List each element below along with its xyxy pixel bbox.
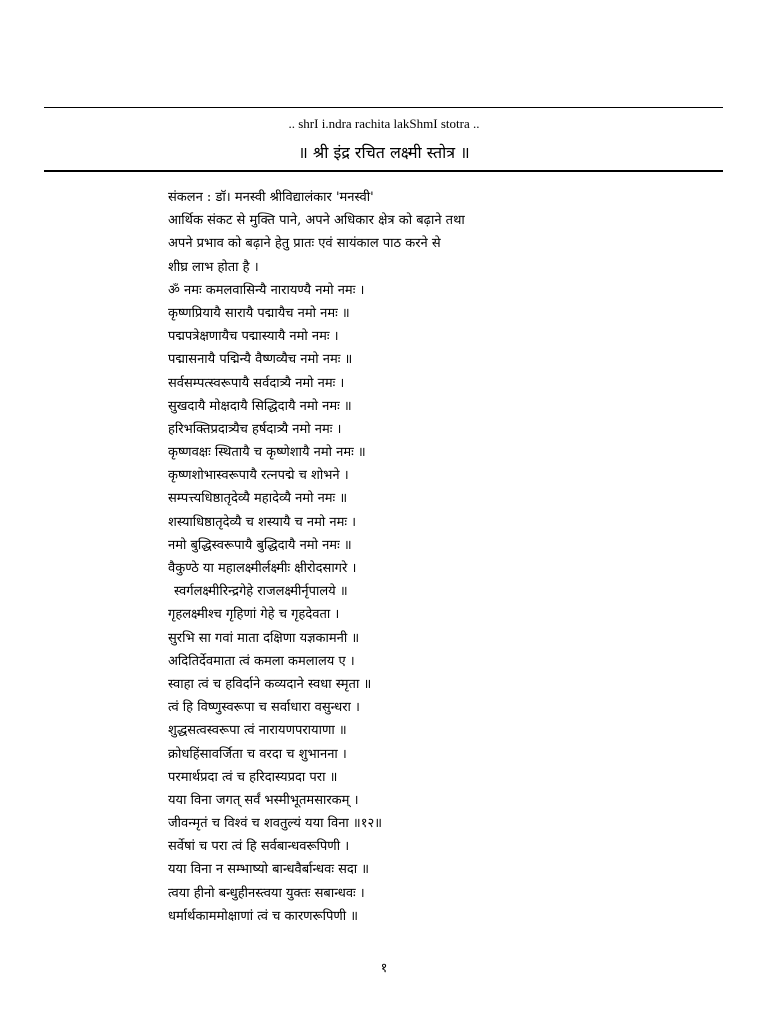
stotra-text-block [168, 186, 728, 928]
verse-line: स्वाहा त्वं च हविर्दाने कव्यदाने स्वधा स्मृता ॥ [168, 676, 372, 692]
verse-line: शुद्धसत्वस्वरूपा त्वं नारायणपरायाणा ॥ [168, 723, 347, 739]
verse-line: हरिभक्तिप्रदात्र्यैच हर्षदात्र्यै नमो नमः । [168, 421, 342, 437]
verse-line: गृहलक्ष्मीश्च गृहिणां गेहे च गृहदेवता । [168, 607, 340, 623]
verse-line: पद्मासनायै पद्मिन्यै वैष्णव्यैच नमो नमः ॥ [168, 352, 353, 368]
verse-line: सर्वसम्पत्स्वरूपायै सर्वदात्र्यै नमो नमः । [168, 375, 345, 391]
verse-line: सर्वेषां च परा त्वं हि सर्वबान्धवरूपिणी । [168, 839, 350, 855]
top-divider [44, 107, 723, 108]
compiler-credit-line: संकलन : डॉ। मनस्वी श्रीविद्यालंकार 'मनस्वी' [168, 190, 374, 205]
verse-line: कृष्णवक्षः स्थितायै च कृष्णेशायै नमो नमः ॥ [168, 445, 366, 461]
verse-line: स्वर्गलक्ष्मीरिन्द्रगेहे राजलक्ष्मीर्नृपालये ॥ [174, 584, 348, 600]
verse-line: नमो बुद्धिस्वरूपायै बुद्धिदायै नमो नमः ॥ [168, 537, 352, 553]
verse-line: ॐ नमः कमलवासिन्यै नारायण्यै नमो नमः । [168, 282, 365, 298]
bottom-divider [44, 170, 723, 172]
page-title: ॥ श्री इंद्र रचित लक्ष्मी स्तोत्र ॥ [298, 143, 470, 162]
benefit-note-line: आर्थिक संकट से मुक्ति पाने, अपने अधिकार क्षेत्र को बढ़ाने तथा [168, 213, 465, 229]
benefit-note-line: अपने प्रभाव को बढ़ाने हेतु प्रातः एवं सायंकाल पाठ करने से [168, 236, 441, 252]
benefit-note-line: शीघ्र लाभ होता है । [168, 259, 259, 275]
verse-line: सुरभि सा गवां माता दक्षिणा यज्ञकामनी ॥ [168, 630, 360, 646]
verse-line: शस्याधिष्ठातृदेव्यै च शस्यायै च नमो नमः । [168, 514, 357, 530]
verse-line: परमार्थप्रदा त्वं च हरिदास्यप्रदा परा ॥ [168, 769, 338, 785]
verse-line: कृष्णप्रियायै सारायै पद्मायैच नमो नमः ॥ [168, 305, 350, 321]
verse-line: क्रोधहिंसावर्जिता च वरदा च शुभानना । [168, 746, 347, 762]
verse-line: त्वं हि विष्णुस्वरूपा च सर्वाधारा वसुन्धरा । [168, 700, 360, 716]
verse-line: सुखदायै मोक्षदायै सिद्धिदायै नमो नमः ॥ [168, 398, 352, 414]
verse-line: धर्मार्थकाममोक्षाणां त्वं च कारणरूपिणी ॥ [168, 908, 359, 924]
verse-line: यया विना न सम्भाष्यो बान्धवैर्बान्धवः सदा ॥ [168, 862, 370, 878]
verse-line: पद्मपत्रेक्षणायैच पद्मास्यायै नमो नमः । [168, 329, 339, 345]
page-number: १ [380, 961, 388, 976]
transliterated-title: .. shrI i.ndra rachita lakShmI stotra .. [288, 116, 480, 131]
verse-line: सम्पत्त्यधिष्ठातृदेव्यै महादेव्यै नमो नमः ॥ [168, 491, 348, 507]
verse-line: कृष्णशोभास्वरूपायै रत्नपद्मे च शोभने । [168, 468, 349, 484]
verse-line: जीवन्मृतं च विश्वं च शवतुल्यं यया विना ॥१२॥ [168, 816, 383, 832]
verse-line: त्वया हीनो बन्धुहीनस्त्वया युक्तः सबान्धवः । [168, 885, 365, 901]
verse-line: अदितिर्देवमाता त्वं कमला कमलालय ए । [168, 653, 355, 669]
verse-line: यया विना जगत् सर्वं भस्मीभूतमसारकम् । [168, 792, 359, 808]
verse-line: वैकुण्ठे या महालक्ष्मीर्लक्ष्मीः क्षीरोदसागरे । [168, 561, 357, 576]
